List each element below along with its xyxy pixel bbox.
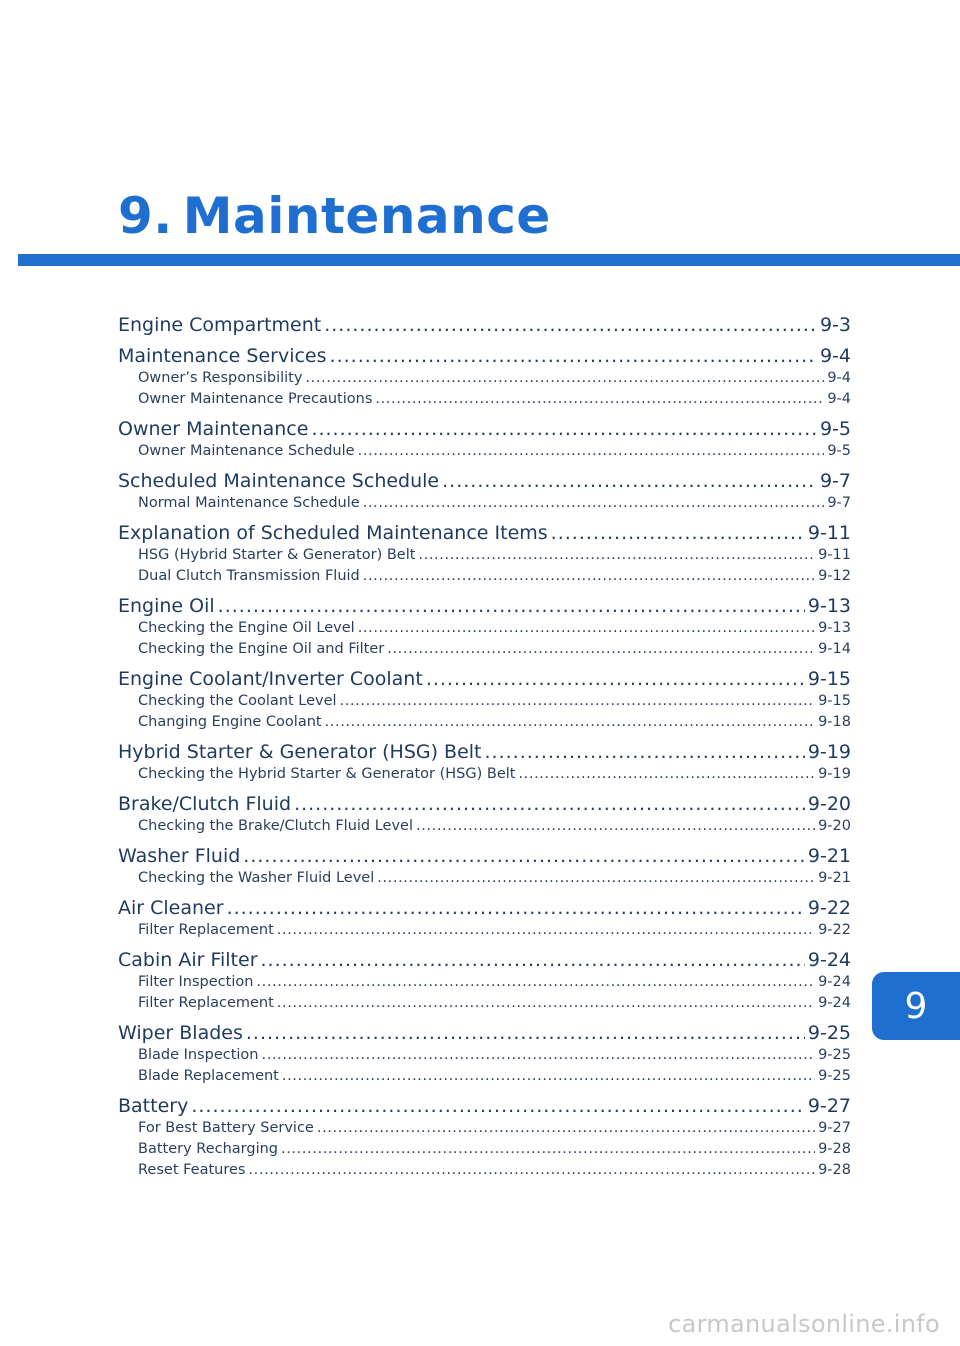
dot-leader	[358, 618, 815, 639]
toc-section-label: Engine Coolant/Inverter Coolant	[118, 668, 423, 690]
toc-subsection-page: 9-22	[818, 922, 851, 938]
toc-subsection-page: 9-14	[818, 641, 851, 657]
toc-subsection-label: Normal Maintenance Schedule	[138, 495, 360, 511]
toc-subsection-page: 9-24	[818, 974, 851, 990]
dot-leader	[387, 639, 815, 660]
toc-section-label: Battery	[118, 1095, 189, 1117]
toc-subsection-page: 9-20	[818, 818, 851, 834]
toc-subsection-page: 9-18	[818, 714, 851, 730]
toc-section-page: 9-20	[807, 793, 851, 815]
toc-subsection-page: 9-5	[827, 443, 851, 459]
toc-subsection[interactable]	[118, 712, 851, 733]
toc-subsection-page: 9-28	[818, 1162, 851, 1178]
toc-section[interactable]	[118, 313, 851, 337]
toc-section-label: Maintenance Services	[118, 345, 327, 367]
toc-section[interactable]	[118, 896, 851, 920]
toc-subsection-label: HSG (Hybrid Starter & Generator) Belt	[138, 547, 416, 563]
toc-subsection-label: Checking the Engine Oil and Filter	[138, 641, 385, 657]
chapter-title	[118, 186, 551, 246]
dot-leader	[340, 691, 815, 712]
dot-leader	[282, 1066, 815, 1087]
toc-subsection-label: Checking the Hybrid Starter & Generator (HSG) Belt	[138, 766, 516, 782]
toc-section-label: Engine Oil	[118, 595, 215, 617]
toc-subsection-label: Blade Inspection	[138, 1047, 259, 1063]
dot-leader	[418, 545, 815, 566]
toc-section-page: 9-11	[807, 522, 851, 544]
toc-subsection[interactable]	[118, 972, 851, 993]
dot-leader	[358, 441, 825, 462]
toc-section[interactable]	[118, 948, 851, 972]
watermark: carmanualsonline.info	[668, 1310, 940, 1338]
toc-subsection-label: For Best Battery Service	[138, 1120, 314, 1136]
dot-leader	[262, 1045, 816, 1066]
dot-leader	[248, 1160, 815, 1181]
toc-section-page: 9-25	[807, 1022, 851, 1044]
toc-subsection-label: Checking the Washer Fluid Level	[138, 870, 375, 886]
toc-subsection-label: Reset Features	[138, 1162, 246, 1178]
toc-subsection[interactable]	[118, 1066, 851, 1087]
toc-subsection[interactable]	[118, 691, 851, 712]
toc-subsection[interactable]	[118, 868, 851, 889]
toc-section-label: Engine Compartment	[118, 314, 322, 336]
toc-subsection-page: 9-12	[818, 568, 851, 584]
toc-subsection-label: Checking the Brake/Clutch Fluid Level	[138, 818, 413, 834]
toc-section[interactable]	[118, 469, 851, 493]
toc-section-label: Scheduled Maintenance Schedule	[118, 470, 440, 492]
toc-subsection-page: 9-15	[818, 693, 851, 709]
toc-section-page: 9-27	[807, 1095, 851, 1117]
toc-subsection[interactable]	[118, 993, 851, 1014]
dot-leader	[325, 712, 815, 733]
dot-leader	[377, 868, 815, 889]
toc-section-label: Wiper Blades	[118, 1022, 243, 1044]
toc-subsection-page: 9-24	[818, 995, 851, 1011]
dot-leader	[518, 764, 815, 785]
toc-subsection-page: 9-19	[818, 766, 851, 782]
dot-leader	[305, 368, 824, 389]
toc-subsection[interactable]	[118, 566, 851, 587]
toc-subsection-label: Checking the Coolant Level	[138, 693, 337, 709]
toc-section-page: 9-4	[819, 345, 851, 367]
dot-leader	[261, 948, 805, 972]
toc-section-page: 9-22	[807, 897, 851, 919]
dot-leader	[191, 1094, 805, 1118]
toc-subsection[interactable]	[118, 618, 851, 639]
toc-subsection[interactable]	[118, 816, 851, 837]
title-rule	[18, 254, 960, 266]
toc-section-page: 9-5	[819, 418, 851, 440]
toc-subsection-label: Filter Replacement	[138, 922, 274, 938]
dot-leader	[551, 521, 805, 545]
toc-subsection-label: Owner Maintenance Precautions	[138, 391, 373, 407]
toc-section-label: Hybrid Starter & Generator (HSG) Belt	[118, 741, 482, 763]
toc-section-label: Brake/Clutch Fluid	[118, 793, 292, 815]
toc-subsection-page: 9-25	[818, 1068, 851, 1084]
toc-subsection-page: 9-27	[818, 1120, 851, 1136]
dot-leader	[227, 896, 805, 920]
toc-subsection[interactable]	[118, 764, 851, 785]
toc-subsection-page: 9-28	[818, 1141, 851, 1157]
chapter-side-tab[interactable]: 9	[872, 972, 960, 1040]
dot-leader	[485, 740, 805, 764]
toc-section[interactable]	[118, 667, 851, 691]
toc-subsection-page: 9-25	[818, 1047, 851, 1063]
toc-section[interactable]	[118, 521, 851, 545]
toc-subsection-label: Changing Engine Coolant	[138, 714, 322, 730]
toc-subsection-page: 9-11	[818, 547, 851, 563]
toc-subsection-label: Battery Recharging	[138, 1141, 279, 1157]
toc-section-label: Washer Fluid	[118, 845, 241, 867]
toc-section[interactable]	[118, 792, 851, 816]
toc-section-page: 9-13	[807, 595, 851, 617]
toc-subsection[interactable]	[118, 368, 851, 389]
toc-subsection-label: Filter Replacement	[138, 995, 274, 1011]
toc-section-page: 9-19	[807, 741, 851, 763]
dot-leader	[416, 816, 815, 837]
toc-section-page: 9-24	[807, 949, 851, 971]
toc-subsection-page: 9-21	[818, 870, 851, 886]
dot-leader	[324, 313, 817, 337]
toc-section[interactable]	[118, 344, 851, 368]
toc-subsection[interactable]	[118, 639, 851, 660]
toc-subsection[interactable]	[118, 1118, 851, 1139]
toc-section[interactable]	[118, 417, 851, 441]
dot-leader	[277, 993, 815, 1014]
dot-leader	[218, 594, 805, 618]
toc-section[interactable]	[118, 740, 851, 764]
toc-subsection-label: Dual Clutch Transmission Fluid	[138, 568, 360, 584]
dot-leader	[294, 792, 805, 816]
toc-section-label: Explanation of Scheduled Maintenance Items	[118, 522, 548, 544]
dot-leader	[363, 566, 815, 587]
dot-leader	[330, 344, 817, 368]
toc-subsection[interactable]	[118, 389, 851, 410]
table-of-contents	[118, 313, 851, 1181]
toc-subsection[interactable]	[118, 1139, 851, 1160]
dot-leader	[426, 667, 805, 691]
dot-leader	[317, 1118, 815, 1139]
toc-section-page: 9-3	[819, 314, 851, 336]
dot-leader	[311, 417, 817, 441]
chapter-number: 9.	[118, 187, 173, 245]
toc-section-page: 9-21	[807, 845, 851, 867]
toc-subsection-page: 9-4	[827, 391, 851, 407]
toc-subsection-label: Filter Inspection	[138, 974, 254, 990]
toc-section[interactable]	[118, 1094, 851, 1118]
toc-subsection[interactable]	[118, 441, 851, 462]
dot-leader	[246, 1021, 805, 1045]
dot-leader	[243, 844, 805, 868]
toc-subsection[interactable]	[118, 1160, 851, 1181]
toc-subsection-label: Blade Replacement	[138, 1068, 279, 1084]
toc-subsection-page: 9-7	[827, 495, 851, 511]
toc-subsection[interactable]	[118, 1045, 851, 1066]
dot-leader	[363, 493, 825, 514]
toc-section[interactable]	[118, 844, 851, 868]
dot-leader	[375, 389, 824, 410]
toc-section-page: 9-7	[819, 470, 851, 492]
toc-subsection-label: Owner’s Responsibility	[138, 370, 303, 386]
chapter-name: Maintenance	[182, 187, 551, 245]
toc-section-label: Air Cleaner	[118, 897, 224, 919]
toc-subsection[interactable]	[118, 493, 851, 514]
toc-section-label: Cabin Air Filter	[118, 949, 258, 971]
toc-subsection-label: Checking the Engine Oil Level	[138, 620, 355, 636]
dot-leader	[277, 920, 815, 941]
toc-subsection[interactable]	[118, 545, 851, 566]
toc-section[interactable]	[118, 1021, 851, 1045]
toc-section-label: Owner Maintenance	[118, 418, 309, 440]
dot-leader	[442, 469, 817, 493]
toc-subsection-label: Owner Maintenance Schedule	[138, 443, 355, 459]
toc-section-page: 9-15	[807, 668, 851, 690]
dot-leader	[281, 1139, 815, 1160]
toc-section[interactable]	[118, 594, 851, 618]
toc-subsection[interactable]	[118, 920, 851, 941]
toc-subsection-page: 9-4	[827, 370, 851, 386]
dot-leader	[256, 972, 815, 993]
toc-subsection-page: 9-13	[818, 620, 851, 636]
